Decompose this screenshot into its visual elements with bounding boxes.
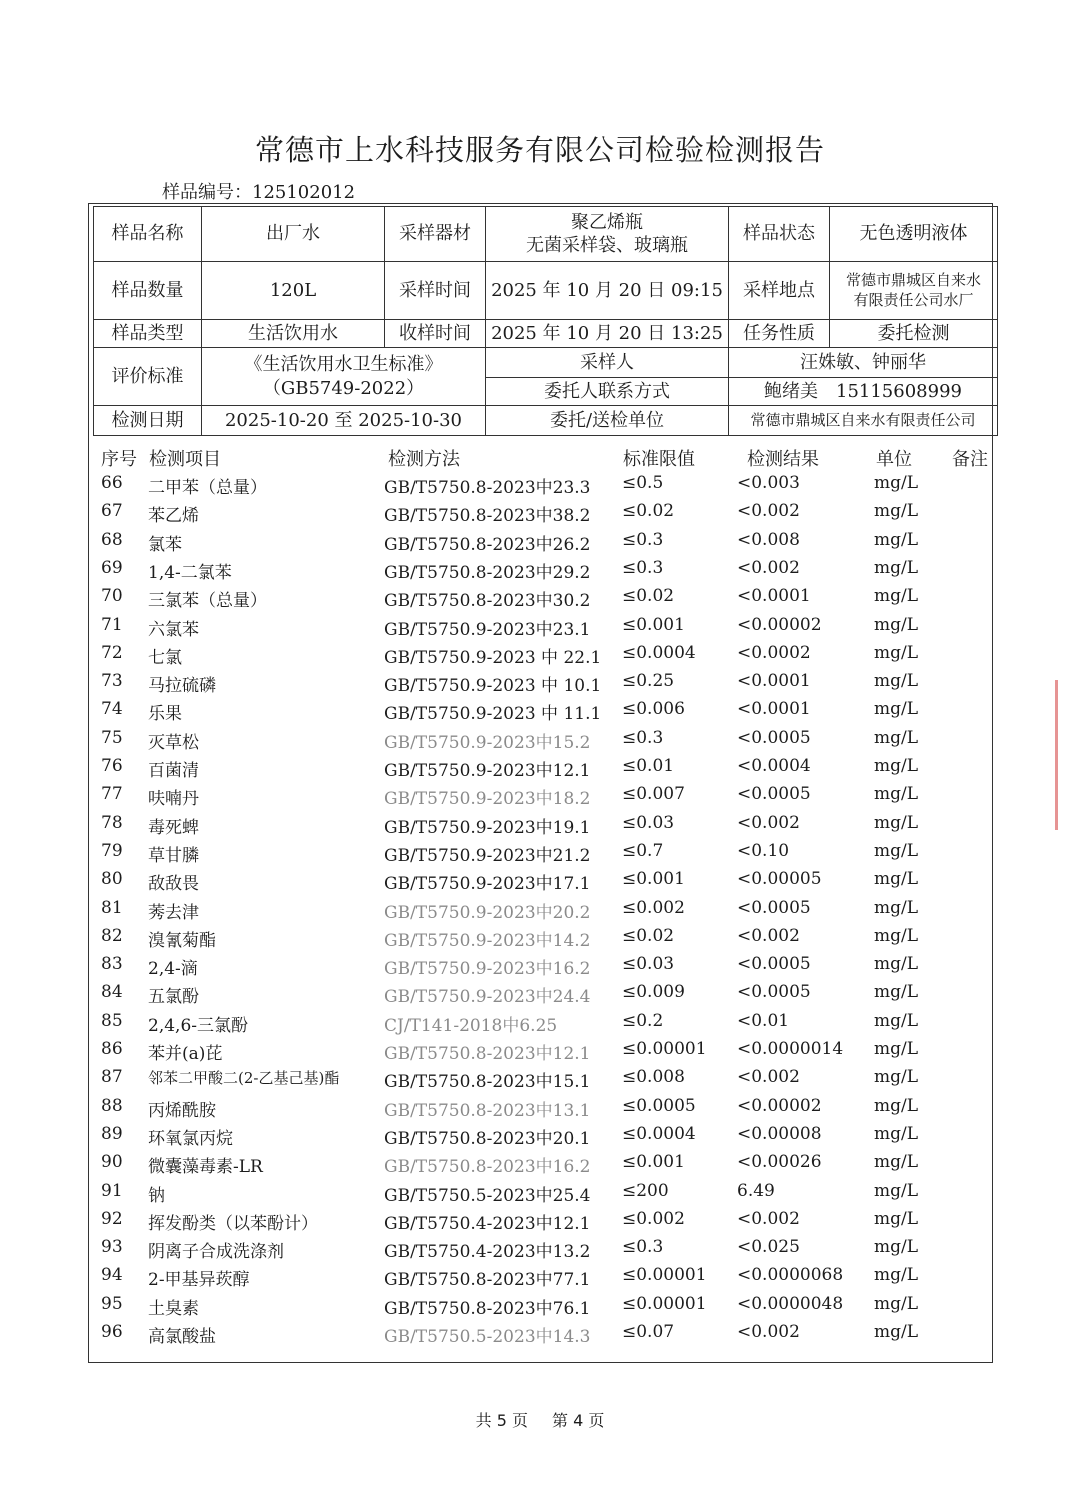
row-method: GB/T5750.8-2023中38.2 <box>384 506 591 527</box>
row-number: 85 <box>101 1010 123 1031</box>
row-limit: ≤0.3 <box>622 727 664 748</box>
row-number: 94 <box>101 1265 123 1286</box>
row-method: CJ/T141-2018中6.25 <box>384 1015 558 1036</box>
table-row <box>0 530 1080 558</box>
row-method: GB/T5750.9-2023中20.2 <box>384 902 591 923</box>
row-unit: mg/L <box>874 529 919 550</box>
row-unit: mg/L <box>874 812 919 833</box>
row-limit: ≤0.0004 <box>622 1123 696 1144</box>
row-unit: mg/L <box>874 869 919 890</box>
stamp-edge-mark <box>1055 680 1080 830</box>
row-result: <0.002 <box>737 501 800 522</box>
row-item: 溴氰菊酯 <box>148 930 216 951</box>
row-result: <0.0005 <box>737 727 811 748</box>
row-unit: mg/L <box>874 699 919 720</box>
table-row <box>0 813 1080 841</box>
row-result: <0.0001 <box>737 699 811 720</box>
row-method: GB/T5750.4-2023中13.2 <box>384 1242 591 1263</box>
row-result: <0.003 <box>737 473 800 493</box>
row-unit: mg/L <box>874 501 919 522</box>
row-number: 68 <box>101 529 123 550</box>
test-date-value: 2025-10-20 至 2025-10-30 <box>202 406 486 436</box>
table-row <box>0 1011 1080 1039</box>
sampling-time-value: 2025 年 10 月 20 日 09:15 <box>486 262 729 320</box>
row-number: 82 <box>101 925 123 946</box>
row-limit: ≤0.2 <box>622 1010 664 1031</box>
row-limit: ≤0.001 <box>622 1152 685 1173</box>
table-row <box>0 1067 1080 1095</box>
row-unit: mg/L <box>874 642 919 663</box>
sample-type-label: 样品类型 <box>94 320 202 348</box>
row-limit: ≤0.007 <box>622 784 685 805</box>
col-method: 检测方法 <box>388 449 460 470</box>
sampling-tool-value <box>486 207 729 262</box>
row-unit: mg/L <box>874 1095 919 1116</box>
table-row <box>0 982 1080 1010</box>
row-limit: ≤200 <box>622 1180 669 1201</box>
row-method: GB/T5750.9-2023 中 10.1 <box>384 676 602 697</box>
col-no: 序号 <box>101 449 137 470</box>
table-row <box>0 1181 1080 1209</box>
row-limit: ≤0.03 <box>622 954 675 975</box>
row-item: 挥发酚类（以苯酚计） <box>148 1213 318 1234</box>
row-result: <0.002 <box>737 1322 800 1342</box>
row-limit: ≤0.03 <box>622 812 675 833</box>
row-limit: ≤0.01 <box>622 756 675 776</box>
row-result: <0.002 <box>737 557 800 578</box>
row-unit: mg/L <box>874 473 919 493</box>
row-item: 2-甲基异莰醇 <box>148 1270 250 1291</box>
row-limit: ≤0.00001 <box>622 1265 707 1286</box>
row-result: <0.0004 <box>737 756 811 776</box>
sampling-place-line2: 有限责任公司水厂 <box>853 290 974 309</box>
row-number: 78 <box>101 812 123 833</box>
standard-label: 评价标准 <box>94 348 202 406</box>
row-number: 87 <box>101 1067 123 1088</box>
table-row <box>0 1237 1080 1265</box>
row-item: 环氧氯丙烷 <box>148 1128 233 1149</box>
sample-name-value: 出厂水 <box>202 207 385 262</box>
receive-time-value: 2025 年 10 月 20 日 13:25 <box>486 320 729 348</box>
row-number: 84 <box>101 982 123 1003</box>
row-number: 74 <box>101 699 123 720</box>
row-limit: ≤0.7 <box>622 840 664 861</box>
table-row <box>0 473 1080 501</box>
row-method: GB/T5750.9-2023中24.4 <box>384 987 591 1008</box>
sample-number-label: 样品编号： <box>162 182 252 203</box>
table-row <box>0 1152 1080 1180</box>
row-result: <0.0000014 <box>737 1039 844 1059</box>
row-method: GB/T5750.9-2023中17.1 <box>384 874 591 895</box>
table-row <box>0 586 1080 614</box>
row-method: GB/T5750.8-2023中30.2 <box>384 591 591 612</box>
row-number: 66 <box>101 473 123 493</box>
standard-value <box>202 348 486 406</box>
report-title: 常德市上水科技服务有限公司检验检测报告 <box>254 133 825 167</box>
row-number: 79 <box>101 840 123 861</box>
row-item: 毒死蜱 <box>148 817 199 838</box>
table-row <box>0 1209 1080 1237</box>
row-result: <0.0005 <box>737 954 811 975</box>
row-method: GB/T5750.5-2023中14.3 <box>384 1327 591 1347</box>
row-item: 1,4-二氯苯 <box>148 562 232 583</box>
row-result: <0.00005 <box>737 869 822 890</box>
row-number: 93 <box>101 1237 123 1258</box>
row-result: <0.00002 <box>737 614 822 635</box>
row-result: <0.0001 <box>737 671 811 692</box>
row-limit: ≤0.02 <box>622 925 675 946</box>
row-method: GB/T5750.9-2023中23.1 <box>384 619 591 640</box>
row-result: <0.002 <box>737 812 800 833</box>
table-row <box>0 954 1080 982</box>
row-unit: mg/L <box>874 1265 919 1286</box>
row-item: 三氯苯（总量） <box>148 591 267 612</box>
table-row <box>0 501 1080 529</box>
row-limit: ≤0.002 <box>622 897 685 918</box>
row-method: GB/T5750.5-2023中25.4 <box>384 1185 591 1206</box>
row-unit: mg/L <box>874 1208 919 1229</box>
row-method: GB/T5750.9-2023中12.1 <box>384 761 591 781</box>
row-result: <0.0000048 <box>737 1293 844 1314</box>
row-number: 76 <box>101 756 123 776</box>
row-item: 五氯酚 <box>148 987 199 1008</box>
row-item: 邻苯二甲酸二(2-乙基己基)酯 <box>148 1069 340 1088</box>
client-unit-value: 常德市鼎城区自来水有限责任公司 <box>729 406 998 436</box>
row-method: GB/T5750.9-2023中19.1 <box>384 817 591 838</box>
row-method: GB/T5750.9-2023 中 22.1 <box>384 647 602 668</box>
table-row <box>0 728 1080 756</box>
sampler-label: 采样人 <box>486 348 729 378</box>
table-row <box>0 1265 1080 1293</box>
row-limit: ≤0.02 <box>622 586 675 607</box>
row-method: GB/T5750.8-2023中12.1 <box>384 1044 591 1064</box>
row-unit: mg/L <box>874 1152 919 1173</box>
row-number: 70 <box>101 586 123 607</box>
row-number: 90 <box>101 1152 123 1173</box>
table-row <box>0 1124 1080 1152</box>
total-pages: 共 5 页 <box>475 1411 528 1430</box>
sample-number-value: 125102012 <box>252 182 356 203</box>
table-row <box>0 1294 1080 1322</box>
row-unit: mg/L <box>874 1293 919 1314</box>
row-limit: ≤0.3 <box>622 529 664 550</box>
row-item: 敌敌畏 <box>148 874 199 895</box>
row-item: 高氯酸盐 <box>148 1327 216 1347</box>
row-limit: ≤0.001 <box>622 614 685 635</box>
row-item: 呋喃丹 <box>148 789 199 810</box>
row-result: <0.01 <box>737 1010 790 1031</box>
sampling-place-value <box>830 262 998 320</box>
sample-qty-value: 120L <box>202 262 385 320</box>
row-item: 莠去津 <box>148 902 199 923</box>
table-row <box>0 1322 1080 1350</box>
row-number: 72 <box>101 642 123 663</box>
row-method: GB/T5750.9-2023中14.2 <box>384 930 591 951</box>
standard-line1: 《生活饮用水卫生标准》 <box>244 354 443 376</box>
page-footer <box>0 1408 1080 1431</box>
row-number: 88 <box>101 1095 123 1116</box>
row-limit: ≤0.001 <box>622 869 685 890</box>
row-number: 95 <box>101 1293 123 1314</box>
row-item: 钠 <box>148 1185 165 1206</box>
row-result: 6.49 <box>737 1180 775 1201</box>
row-result: <0.0005 <box>737 784 811 805</box>
row-method: GB/T5750.9-2023中21.2 <box>384 845 591 866</box>
row-item: 马拉硫磷 <box>148 676 216 697</box>
sample-name-label: 样品名称 <box>94 207 202 262</box>
row-item: 氯苯 <box>148 534 182 555</box>
row-method: GB/T5750.8-2023中26.2 <box>384 534 591 555</box>
row-item: 乐果 <box>148 704 182 725</box>
row-unit: mg/L <box>874 671 919 692</box>
row-method: GB/T5750.8-2023中16.2 <box>384 1157 591 1178</box>
contact-label: 委托人联系方式 <box>486 378 729 406</box>
col-unit: 单位 <box>876 449 912 470</box>
col-limit: 标准限值 <box>623 449 695 470</box>
task-nature-value: 委托检测 <box>830 320 998 348</box>
row-number: 92 <box>101 1208 123 1229</box>
sampling-tool-label: 采样器材 <box>385 207 486 262</box>
sampling-place-label: 采样地点 <box>729 262 830 320</box>
row-limit: ≤0.5 <box>622 473 664 493</box>
row-method: GB/T5750.8-2023中77.1 <box>384 1270 591 1291</box>
row-unit: mg/L <box>874 614 919 635</box>
row-method: GB/T5750.8-2023中76.1 <box>384 1298 591 1319</box>
row-result: <0.0001 <box>737 586 811 607</box>
row-unit: mg/L <box>874 1123 919 1144</box>
sample-number <box>162 178 355 204</box>
current-page: 第 4 页 <box>552 1411 605 1430</box>
table-row <box>0 841 1080 869</box>
row-limit: ≤0.006 <box>622 699 685 720</box>
sampling-place-line1: 常德市鼎城区自来水 <box>845 271 981 289</box>
row-limit: ≤0.02 <box>622 501 675 522</box>
row-number: 80 <box>101 869 123 890</box>
row-limit: ≤0.25 <box>622 671 675 692</box>
table-row <box>0 699 1080 727</box>
row-result: <0.00002 <box>737 1095 822 1116</box>
row-result: <0.002 <box>737 1208 800 1229</box>
row-result: <0.0005 <box>737 982 811 1003</box>
row-number: 73 <box>101 671 123 692</box>
row-method: GB/T5750.8-2023中20.1 <box>384 1128 591 1149</box>
row-number: 67 <box>101 501 123 522</box>
row-item: 2,4-滴 <box>148 959 198 980</box>
row-result: <0.025 <box>737 1237 800 1258</box>
row-unit: mg/L <box>874 1180 919 1201</box>
row-unit: mg/L <box>874 727 919 748</box>
row-limit: ≤0.002 <box>622 1208 685 1229</box>
row-item: 土臭素 <box>148 1298 199 1319</box>
row-unit: mg/L <box>874 1237 919 1258</box>
row-item: 丙烯酰胺 <box>148 1100 216 1121</box>
row-method: GB/T5750.9-2023 中 11.1 <box>384 704 602 725</box>
col-result: 检测结果 <box>747 449 819 470</box>
table-row <box>0 671 1080 699</box>
row-unit: mg/L <box>874 1010 919 1031</box>
row-limit: ≤0.008 <box>622 1067 685 1088</box>
row-method: GB/T5750.8-2023中29.2 <box>384 562 591 583</box>
row-limit: ≤0.0004 <box>622 642 696 663</box>
row-unit: mg/L <box>874 840 919 861</box>
row-number: 83 <box>101 954 123 975</box>
sample-qty-label: 样品数量 <box>94 262 202 320</box>
standard-line2: （GB5749-2022） <box>262 377 425 399</box>
row-result: <0.002 <box>737 1067 800 1088</box>
table-row <box>0 1096 1080 1124</box>
row-limit: ≤0.00001 <box>622 1039 707 1059</box>
col-item: 检测项目 <box>149 449 221 470</box>
row-method: GB/T5750.8-2023中23.3 <box>384 478 591 498</box>
row-item: 微囊藻毒素-LR <box>148 1157 263 1178</box>
client-unit-label: 委托/送检单位 <box>486 406 729 436</box>
row-number: 96 <box>101 1322 123 1342</box>
row-item: 草甘膦 <box>148 845 199 866</box>
row-number: 71 <box>101 614 123 635</box>
test-date-label: 检测日期 <box>94 406 202 436</box>
task-nature-label: 任务性质 <box>729 320 830 348</box>
contact-value: 鲍绪美 15115608999 <box>729 378 998 406</box>
row-item: 七氯 <box>148 647 182 668</box>
table-row <box>0 784 1080 812</box>
table-row <box>0 615 1080 643</box>
row-unit: mg/L <box>874 784 919 805</box>
row-unit: mg/L <box>874 1067 919 1088</box>
sampling-time-label: 采样时间 <box>385 262 486 320</box>
row-number: 86 <box>101 1039 123 1059</box>
row-unit: mg/L <box>874 897 919 918</box>
row-result: <0.002 <box>737 925 800 946</box>
row-result: <0.0005 <box>737 897 811 918</box>
row-number: 75 <box>101 727 123 748</box>
row-unit: mg/L <box>874 1322 919 1342</box>
row-item: 苯并(a)芘 <box>148 1044 223 1064</box>
row-result: <0.0002 <box>737 642 811 663</box>
row-item: 百菌清 <box>148 761 199 781</box>
row-method: GB/T5750.9-2023中18.2 <box>384 789 591 810</box>
row-number: 69 <box>101 557 123 578</box>
sample-state-value: 无色透明液体 <box>830 207 998 262</box>
table-row <box>0 558 1080 586</box>
row-unit: mg/L <box>874 756 919 776</box>
row-number: 77 <box>101 784 123 805</box>
col-note: 备注 <box>952 449 988 470</box>
row-number: 89 <box>101 1123 123 1144</box>
row-unit: mg/L <box>874 1039 919 1059</box>
row-item: 阴离子合成洗涤剂 <box>148 1242 284 1263</box>
row-method: GB/T5750.9-2023中15.2 <box>384 732 591 753</box>
row-unit: mg/L <box>874 557 919 578</box>
row-item: 2,4,6-三氯酚 <box>148 1015 248 1036</box>
row-number: 91 <box>101 1180 123 1201</box>
row-method: GB/T5750.8-2023中13.1 <box>384 1100 591 1121</box>
row-number: 81 <box>101 897 123 918</box>
row-limit: ≤0.3 <box>622 557 664 578</box>
row-result: <0.0000068 <box>737 1265 844 1286</box>
row-limit: ≤0.07 <box>622 1322 675 1342</box>
row-item: 六氯苯 <box>148 619 199 640</box>
row-method: GB/T5750.9-2023中16.2 <box>384 959 591 980</box>
row-limit: ≤0.00001 <box>622 1293 707 1314</box>
row-result: <0.10 <box>737 840 790 861</box>
row-item: 苯乙烯 <box>148 506 199 527</box>
sampling-tool-line1: 聚乙烯瓶 <box>571 211 643 233</box>
table-row <box>0 869 1080 897</box>
row-method: GB/T5750.4-2023中12.1 <box>384 1213 591 1234</box>
row-limit: ≤0.3 <box>622 1237 664 1258</box>
table-row <box>0 756 1080 784</box>
sample-info-table <box>93 206 998 436</box>
row-limit: ≤0.0005 <box>622 1095 696 1116</box>
row-result: <0.00008 <box>737 1123 822 1144</box>
sampler-value: 汪姝敏、钟丽华 <box>729 348 998 378</box>
row-unit: mg/L <box>874 925 919 946</box>
table-row <box>0 898 1080 926</box>
row-unit: mg/L <box>874 982 919 1003</box>
row-unit: mg/L <box>874 954 919 975</box>
table-row <box>0 926 1080 954</box>
table-row <box>0 643 1080 671</box>
row-item: 灭草松 <box>148 732 199 753</box>
sample-type-value: 生活饮用水 <box>202 320 385 348</box>
sampling-tool-line2: 无菌采样袋、玻璃瓶 <box>526 235 688 256</box>
row-limit: ≤0.009 <box>622 982 685 1003</box>
row-unit: mg/L <box>874 586 919 607</box>
row-result: <0.00026 <box>737 1152 822 1173</box>
row-method: GB/T5750.8-2023中15.1 <box>384 1072 591 1093</box>
row-result: <0.008 <box>737 529 800 550</box>
sample-state-label: 样品状态 <box>729 207 830 262</box>
receive-time-label: 收样时间 <box>385 320 486 348</box>
row-item: 二甲苯（总量） <box>148 478 267 498</box>
table-row <box>0 1039 1080 1067</box>
